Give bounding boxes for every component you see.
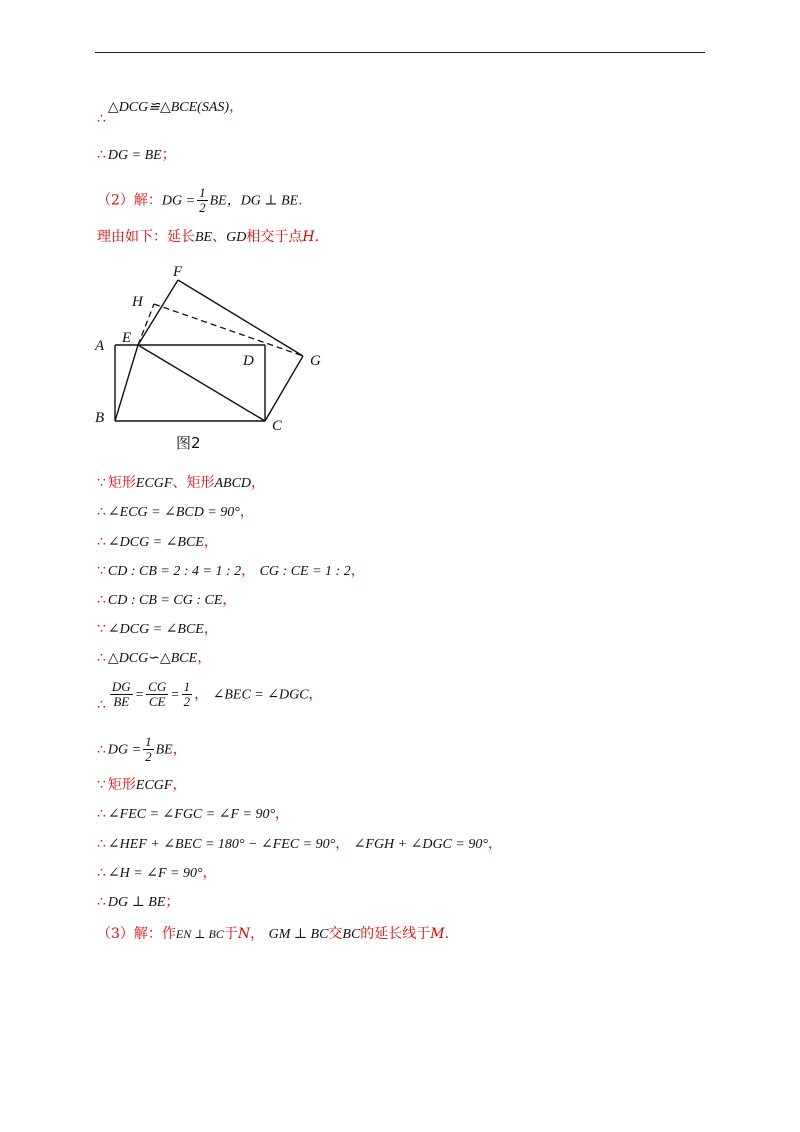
header-rule: [95, 52, 705, 53]
label-B: B: [95, 410, 105, 426]
proof-line-1: ∴△DCG≌△BCE(SAS)，: [97, 99, 244, 127]
proof-line-6: ∴ ∠ECG = ∠BCD = 90°，: [97, 504, 254, 520]
proof-line-9: ∴ CD : CB = CG : CE，: [97, 592, 237, 608]
proof-line-11: ∴ △DCG∽△BCE，: [97, 650, 212, 666]
dashed-EH: [138, 304, 154, 345]
label-D: D: [243, 353, 254, 369]
label-G: G: [310, 353, 321, 369]
proof-line-8: ∵ CD : CB = 2 : 4 = 1 : 2， CG : CE = 1 : 2，: [97, 563, 365, 579]
congruence-statement: △DCG≌△BCE(SAS): [107, 100, 230, 115]
therefore-symbol: ∴: [97, 111, 106, 127]
proof-line-5: ∵ 矩形ECGF、矩形ABCD，: [97, 475, 266, 491]
label-A: A: [95, 338, 105, 354]
dashed-HG: [154, 304, 303, 356]
proof-line-18: ∴ DG ⊥ BE；: [97, 894, 180, 910]
part-2-answer: （2）解：DG = $\frac{1}{2}$ BE，DG ⊥ BE．: [97, 185, 313, 215]
proof-line-17: ∴ ∠H = ∠F = 90°，: [97, 865, 217, 881]
proof-line-7: ∴ ∠DCG = ∠BCE，: [97, 534, 218, 550]
label-H: H: [132, 294, 143, 310]
edge-FE: [138, 280, 178, 345]
figure-caption: 图2: [176, 434, 201, 452]
proof-line-10: ∵ ∠DCG = ∠BCE，: [97, 621, 218, 637]
reason-line: 理由如下：延长BE、GD相交于点H.: [97, 229, 320, 245]
proof-line-2: ∴ DG = BE；: [97, 147, 176, 163]
label-C: C: [272, 418, 283, 434]
proof-line-16: ∴ ∠HEF + ∠BEC = 180° − ∠FEC = 90°， ∠FGH + ∠DGC = 90°，: [97, 836, 502, 852]
proof-line-13: ∴ DG = $\frac{1}{2}$ BE，: [97, 734, 187, 764]
label-E: E: [122, 330, 132, 346]
proof-line-14: ∵ 矩形ECGF，: [97, 777, 187, 793]
edge-CG: [265, 356, 303, 421]
edge-BE: [115, 345, 138, 421]
geometry-figure-2: [90, 258, 340, 458]
fraction-half: $\frac{1}{2}$: [199, 185, 206, 215]
proof-line-15: ∴ ∠FEC = ∠FGC = ∠F = 90°，: [97, 806, 290, 822]
part-3-answer: （3）解：作EN ⊥ BC于N， GM ⊥ BC交BC的延长线于M.: [97, 926, 450, 942]
proof-line-12: ∴ $\frac{DG}{BE}$ = $\frac{CG}{CE}$ = $\frac{1}{2}$ ， ∠BEC = ∠DGC，: [97, 679, 323, 713]
label-F: F: [173, 264, 183, 280]
